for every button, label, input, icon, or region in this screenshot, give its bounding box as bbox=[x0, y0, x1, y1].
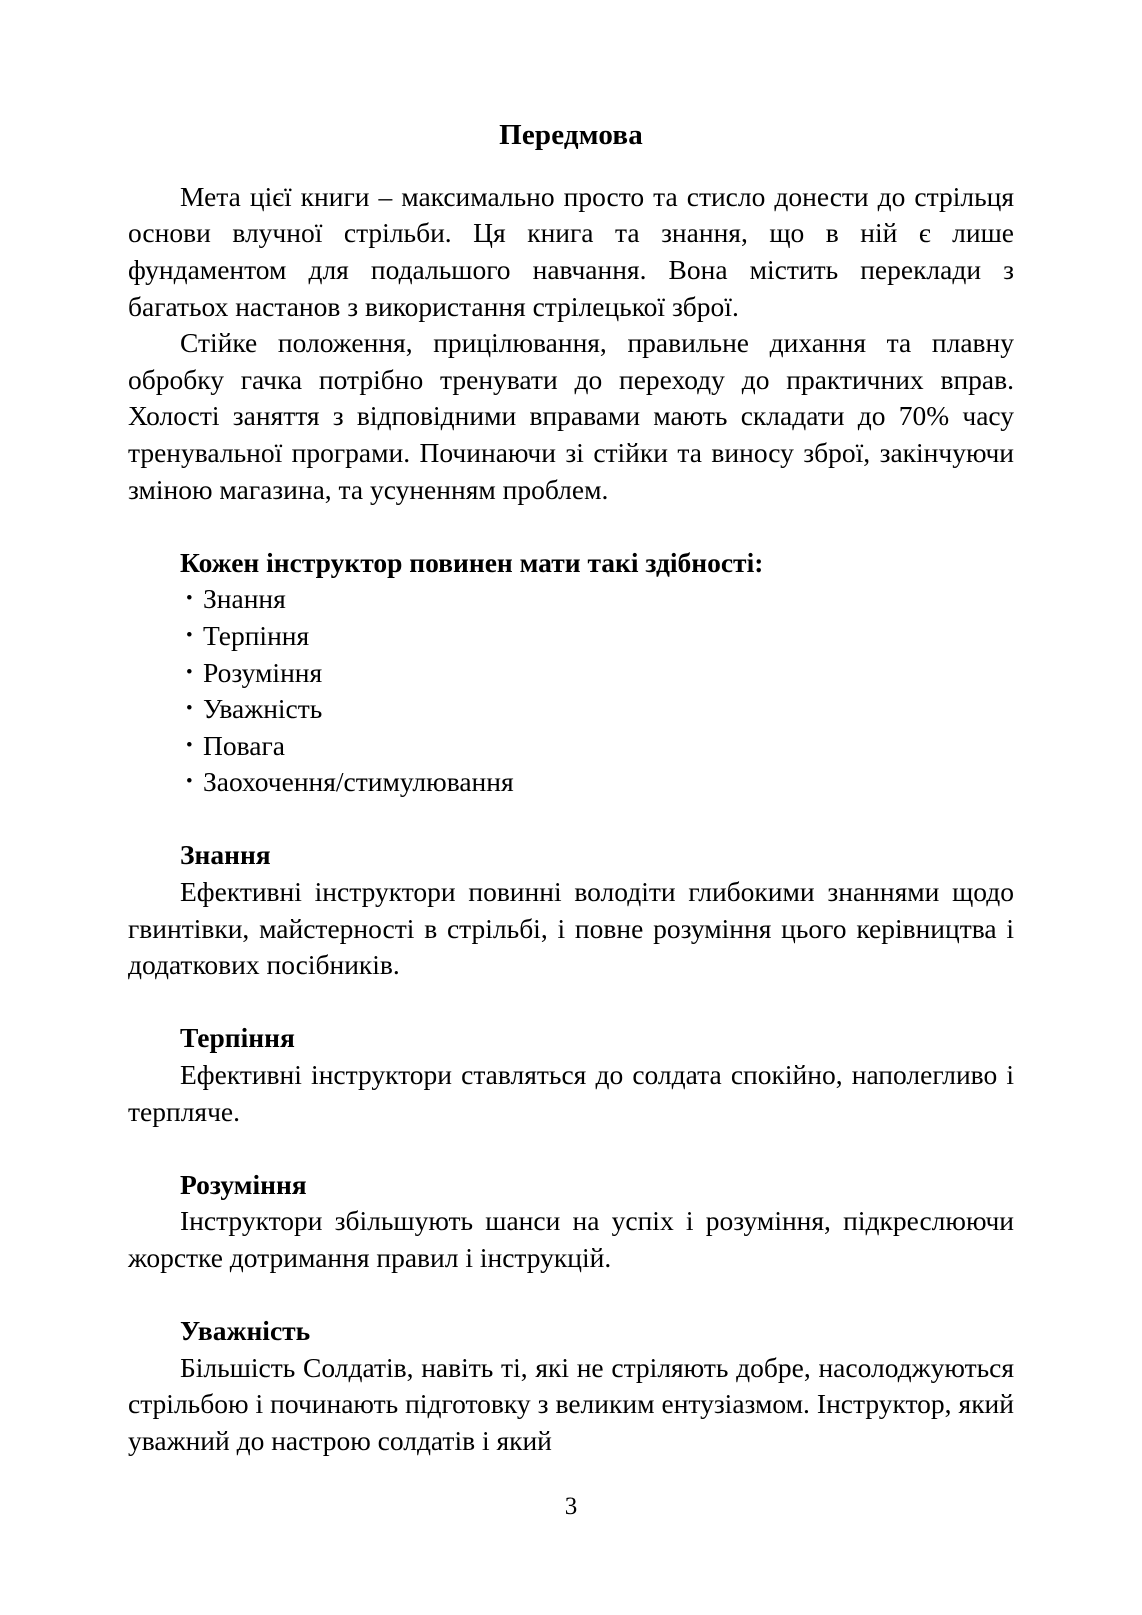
page-title: Передмова bbox=[499, 119, 643, 151]
page-number: 3 bbox=[564, 1493, 578, 1520]
list-item bbox=[128, 691, 1014, 728]
abilities-heading: Кожен інструктор повинен мати такі здібності: bbox=[180, 546, 764, 578]
list-item-label: Заохочення/стимулювання bbox=[203, 766, 514, 798]
bullet-icon: • bbox=[186, 734, 193, 756]
page-content bbox=[128, 0, 1014, 1460]
section-text-terpinnya: Ефективні інструктори ставляться до солдата спокійно, наполегливо і терпляче. bbox=[128, 1059, 1014, 1127]
bullet-icon: • bbox=[186, 661, 193, 683]
bullet-icon: • bbox=[186, 698, 193, 720]
section-text-uvazhnist: Більшість Солдатів, навіть ті, які не стріляють добре, насолоджуються стрільбою і починають підготовку з великим ентузіазмом. Інструктор, який уважний до настрою солдатів і який bbox=[128, 1351, 1014, 1456]
list-item-label: Повага bbox=[203, 729, 285, 761]
list-item-label: Терпіння bbox=[203, 619, 310, 651]
list-item-label: Знання bbox=[203, 583, 286, 615]
bullet-icon: • bbox=[186, 588, 193, 610]
spacer bbox=[128, 984, 1014, 1021]
list-item bbox=[128, 764, 1014, 801]
list-item bbox=[128, 655, 1014, 692]
list-item bbox=[128, 581, 1014, 618]
spacer bbox=[128, 1130, 1014, 1167]
bullet-icon: • bbox=[186, 771, 193, 793]
section-heading-rozuminnya: Розуміння bbox=[180, 1168, 307, 1200]
intro-paragraph-2: Стійке положення, прицілювання, правильне дихання та плавну обробку гачка потрібно тренувати до переходу до практичних вправ. Холості заняття з відповідними вправами мають складати до 70% часу тренувальної програми. Починаючи зі стійки та виносу зброї, закінчуючи зміною магазина, та усуненням проблем. bbox=[128, 327, 1014, 505]
bullet-icon: • bbox=[186, 624, 193, 646]
section-heading-znannya: Знання bbox=[180, 839, 271, 871]
section-heading-uvazhnist: Уважність bbox=[180, 1315, 311, 1347]
section-heading-terpinnya: Терпіння bbox=[180, 1022, 295, 1054]
list-item bbox=[128, 618, 1014, 655]
intro-paragraph-1: Мета цієї книги – максимально просто та стисло донести до стрільця основи влучної стрільби. Ця книга та знання, що в ній є лише фундаментом для подальшого навчання. Вона містить переклади з багатьох настанов з використання стрілецької зброї. bbox=[128, 180, 1014, 322]
spacer bbox=[128, 801, 1014, 838]
spacer bbox=[128, 508, 1014, 545]
list-item-label: Розуміння bbox=[203, 656, 323, 688]
spacer bbox=[128, 1277, 1014, 1314]
list-item-label: Уважність bbox=[203, 693, 323, 725]
list-item bbox=[128, 728, 1014, 765]
section-text-znannya: Ефективні інструктори повинні володіти глибокими знаннями щодо гвинтівки, майстерності в стрільбі, і повне розуміння цього керівництва і додаткових посібників. bbox=[128, 876, 1014, 981]
abilities-list bbox=[128, 581, 1014, 801]
section-text-rozuminnya: Інструктори збільшують шанси на успіх і розуміння, підкреслюючи жорстке дотримання правил і інструкцій. bbox=[128, 1205, 1014, 1274]
